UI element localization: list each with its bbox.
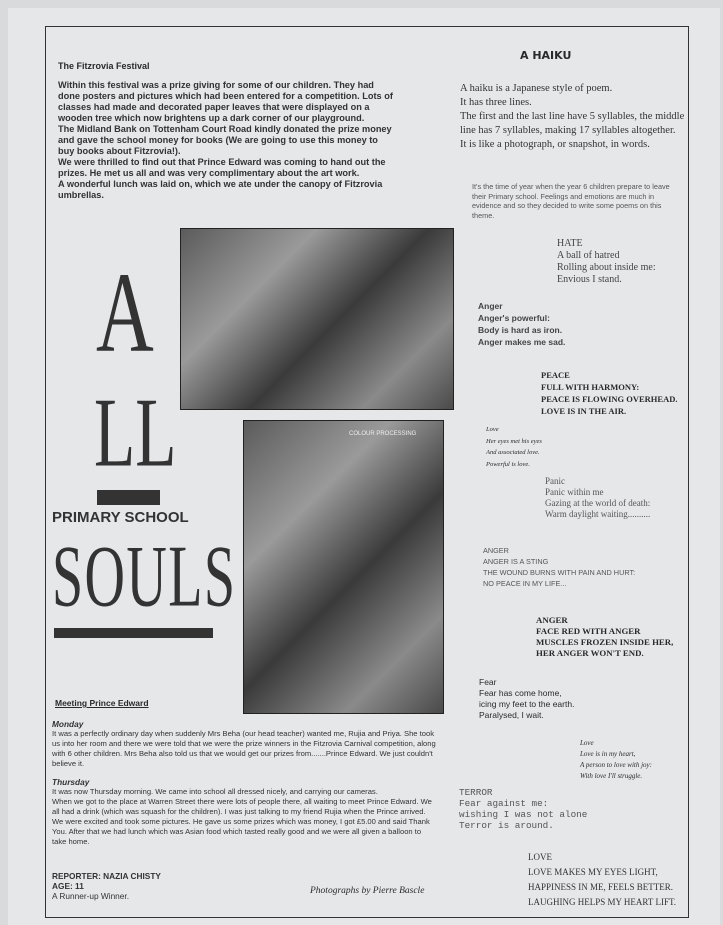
poem-fear bbox=[479, 677, 574, 721]
reporter-name: REPORTER: NAZIA CHISTY bbox=[52, 871, 161, 881]
masthead-bar bbox=[97, 490, 160, 505]
haiku-line: It is like a photograph, or snapshot, in words. bbox=[460, 139, 650, 150]
poem-line: Terror is around. bbox=[459, 820, 554, 831]
poem-line: Love is in my heart, bbox=[580, 750, 636, 758]
poem-line: Fear bbox=[479, 677, 497, 687]
poem-line: Love bbox=[580, 739, 594, 747]
poem-line: LOVE bbox=[528, 852, 552, 862]
poem-line: ANGER bbox=[483, 546, 509, 555]
haiku-title: A HAIKU bbox=[520, 49, 572, 62]
poem-line: HAPPINESS IN ME, FEELS BETTER. bbox=[528, 882, 674, 892]
poem-line: icing my feet to the earth. bbox=[479, 699, 575, 709]
report-article bbox=[52, 719, 437, 847]
masthead-letters-ll: LL bbox=[94, 378, 177, 488]
poem-line: Fear against me: bbox=[459, 798, 549, 809]
photo-prince-edward-children bbox=[243, 420, 444, 714]
reporter-info bbox=[52, 871, 161, 901]
poem-hate bbox=[557, 238, 656, 286]
poem-line: And associated love. bbox=[486, 449, 540, 456]
poem-line: PEACE bbox=[541, 370, 570, 380]
masthead-underline bbox=[54, 628, 213, 638]
poem-line: Her eyes met his eyes bbox=[486, 437, 542, 445]
haiku-line: A haiku is a Japanese style of poem. bbox=[460, 83, 613, 94]
photo-prince-edward-crowd bbox=[180, 228, 454, 410]
festival-paragraph: We were thrilled to find out that Prince Edward was coming to hand out the prizes. He met us all and was very complimentary about the art work. bbox=[58, 157, 386, 178]
poem-line: Rolling about inside me: bbox=[557, 262, 656, 273]
poem-line: Envious I stand. bbox=[557, 274, 622, 285]
masthead-subtitle: PRIMARY SCHOOL bbox=[52, 509, 189, 526]
poem-line: Body is hard as iron. bbox=[478, 325, 563, 335]
poem-line: Paralysed, I wait. bbox=[479, 710, 544, 720]
shop-sign: COLOUR PROCESSING bbox=[349, 431, 417, 437]
poem-terror bbox=[459, 787, 587, 831]
report-paragraph: When we got to the place at Warren Street there were lots of people there, all waiting to meet Prince Edward. We all had a drink (which was squash for the children). I was just talking to my friend Rujia when the Prince arrived. We were excited and took some pictures. He gave us some prizes which was money, I got £5.00 and said Thank You. After that we had lunch which was Asian food which tasted really good and we were all given a balloon to take home. bbox=[52, 797, 432, 846]
poem-line: Gazing at the world of death: bbox=[545, 498, 651, 508]
poem-line: LOVE MAKES MY EYES LIGHT, bbox=[528, 867, 658, 877]
photo-credit: Photographs by Pierre Bascle bbox=[310, 886, 425, 896]
poem-love-2 bbox=[580, 738, 652, 782]
poem-line: ANGER bbox=[536, 615, 568, 625]
reporter-age: AGE: 11 bbox=[52, 881, 84, 891]
haiku-explanation bbox=[460, 82, 685, 152]
poem-line: HATE bbox=[557, 238, 583, 249]
festival-article bbox=[58, 80, 393, 201]
poem-line: HER ANGER WON'T END. bbox=[536, 648, 644, 658]
poem-line: NO PEACE IN MY LIFE... bbox=[483, 579, 567, 588]
poem-line: THE WOUND BURNS WITH PAIN AND HURT: bbox=[483, 568, 636, 577]
report-title: Meeting Prince Edward bbox=[55, 698, 149, 708]
festival-paragraph: A wonderful lunch was laid on, which we ate under the canopy of Fitzrovia umbrellas. bbox=[58, 179, 383, 200]
poem-line: FACE RED WITH ANGER bbox=[536, 626, 641, 636]
poem-line: Warm daylight waiting.......... bbox=[545, 509, 651, 519]
report-paragraph: It was now Thursday morning. We came into school all dressed nicely, and carrying our cameras. bbox=[52, 787, 378, 796]
masthead-souls: SOULS bbox=[52, 528, 237, 626]
day-heading: Thursday bbox=[52, 777, 90, 787]
poem-anger-2 bbox=[483, 545, 635, 589]
festival-paragraph: The Midland Bank on Tottenham Court Road kindly donated the prize money and gave the school money for books (We are going to use this money to buy books about Fitzrovia!). bbox=[58, 124, 392, 156]
poem-line: Anger bbox=[478, 301, 503, 311]
festival-paragraph: Within this festival was a prize giving for some of our children. They had done posters and pictures which had been entered for a competition. Lots of classes had made and decorated paper leaves that were displayed on a wooden tree which now brightens up a dark corner of our playground. bbox=[58, 80, 393, 123]
poem-line: A person to love with joy: bbox=[580, 761, 652, 769]
poem-line: A ball of hatred bbox=[557, 250, 620, 261]
poem-peace bbox=[541, 369, 678, 417]
poem-line: LAUGHING HELPS MY HEART LIFT. bbox=[528, 897, 677, 907]
haiku-line: The first and the last line have 5 syllables, the middle line has 7 syllables, making 17 syllables altogether. bbox=[460, 111, 685, 136]
report-paragraph: It was a perfectly ordinary day when suddenly Mrs Beha (our head teacher) wanted me, Rujia and Priya. She took us into her room and there we were told that we were the prize winners in the Fitzrovia Carnival competition, along with 6 other children. Mrs Beha also told us that we would get our prizes from.......Prince Edward. We just couldn't believe it. bbox=[52, 729, 436, 768]
poem-line: ANGER IS A STING bbox=[483, 557, 549, 566]
poem-line: LOVE IS IN THE AIR. bbox=[541, 406, 627, 416]
poem-line: TERROR bbox=[459, 787, 493, 798]
poem-anger-1 bbox=[478, 300, 565, 348]
poem-line: With love I'll struggle. bbox=[580, 772, 643, 780]
poem-line: Fear has come home, bbox=[479, 688, 562, 698]
poem-love-3 bbox=[528, 850, 676, 910]
masthead-letter-a: A bbox=[96, 248, 154, 376]
poem-line: Love bbox=[486, 426, 499, 433]
day-heading: Monday bbox=[52, 719, 84, 729]
poem-panic bbox=[545, 476, 650, 520]
poem-anger-3 bbox=[536, 615, 673, 659]
poem-line: Panic within me bbox=[545, 487, 604, 497]
poem-line: Anger's powerful: bbox=[478, 313, 550, 323]
poem-line: FULL WITH HARMONY: bbox=[541, 382, 640, 392]
poem-love-1 bbox=[486, 424, 542, 470]
festival-title: The Fitzrovia Festival bbox=[58, 61, 150, 71]
poem-line: Panic bbox=[545, 476, 565, 486]
poems-intro: It's the time of year when the year 6 children prepare to leave their Primary school. Feelings and emotions are much in evidence and so they decided to write some poems on this theme. bbox=[472, 182, 670, 220]
poem-line: Powerful is love. bbox=[486, 460, 530, 468]
poem-line: PEACE IS FLOWING OVERHEAD. bbox=[541, 394, 678, 404]
haiku-line: It has three lines. bbox=[460, 97, 532, 108]
poem-line: MUSCLES FROZEN INSIDE HER, bbox=[536, 637, 674, 647]
poem-line: Anger makes me sad. bbox=[478, 337, 566, 347]
poem-line: wishing I was not alone bbox=[459, 809, 588, 820]
reporter-note: A Runner-up Winner. bbox=[52, 891, 130, 901]
